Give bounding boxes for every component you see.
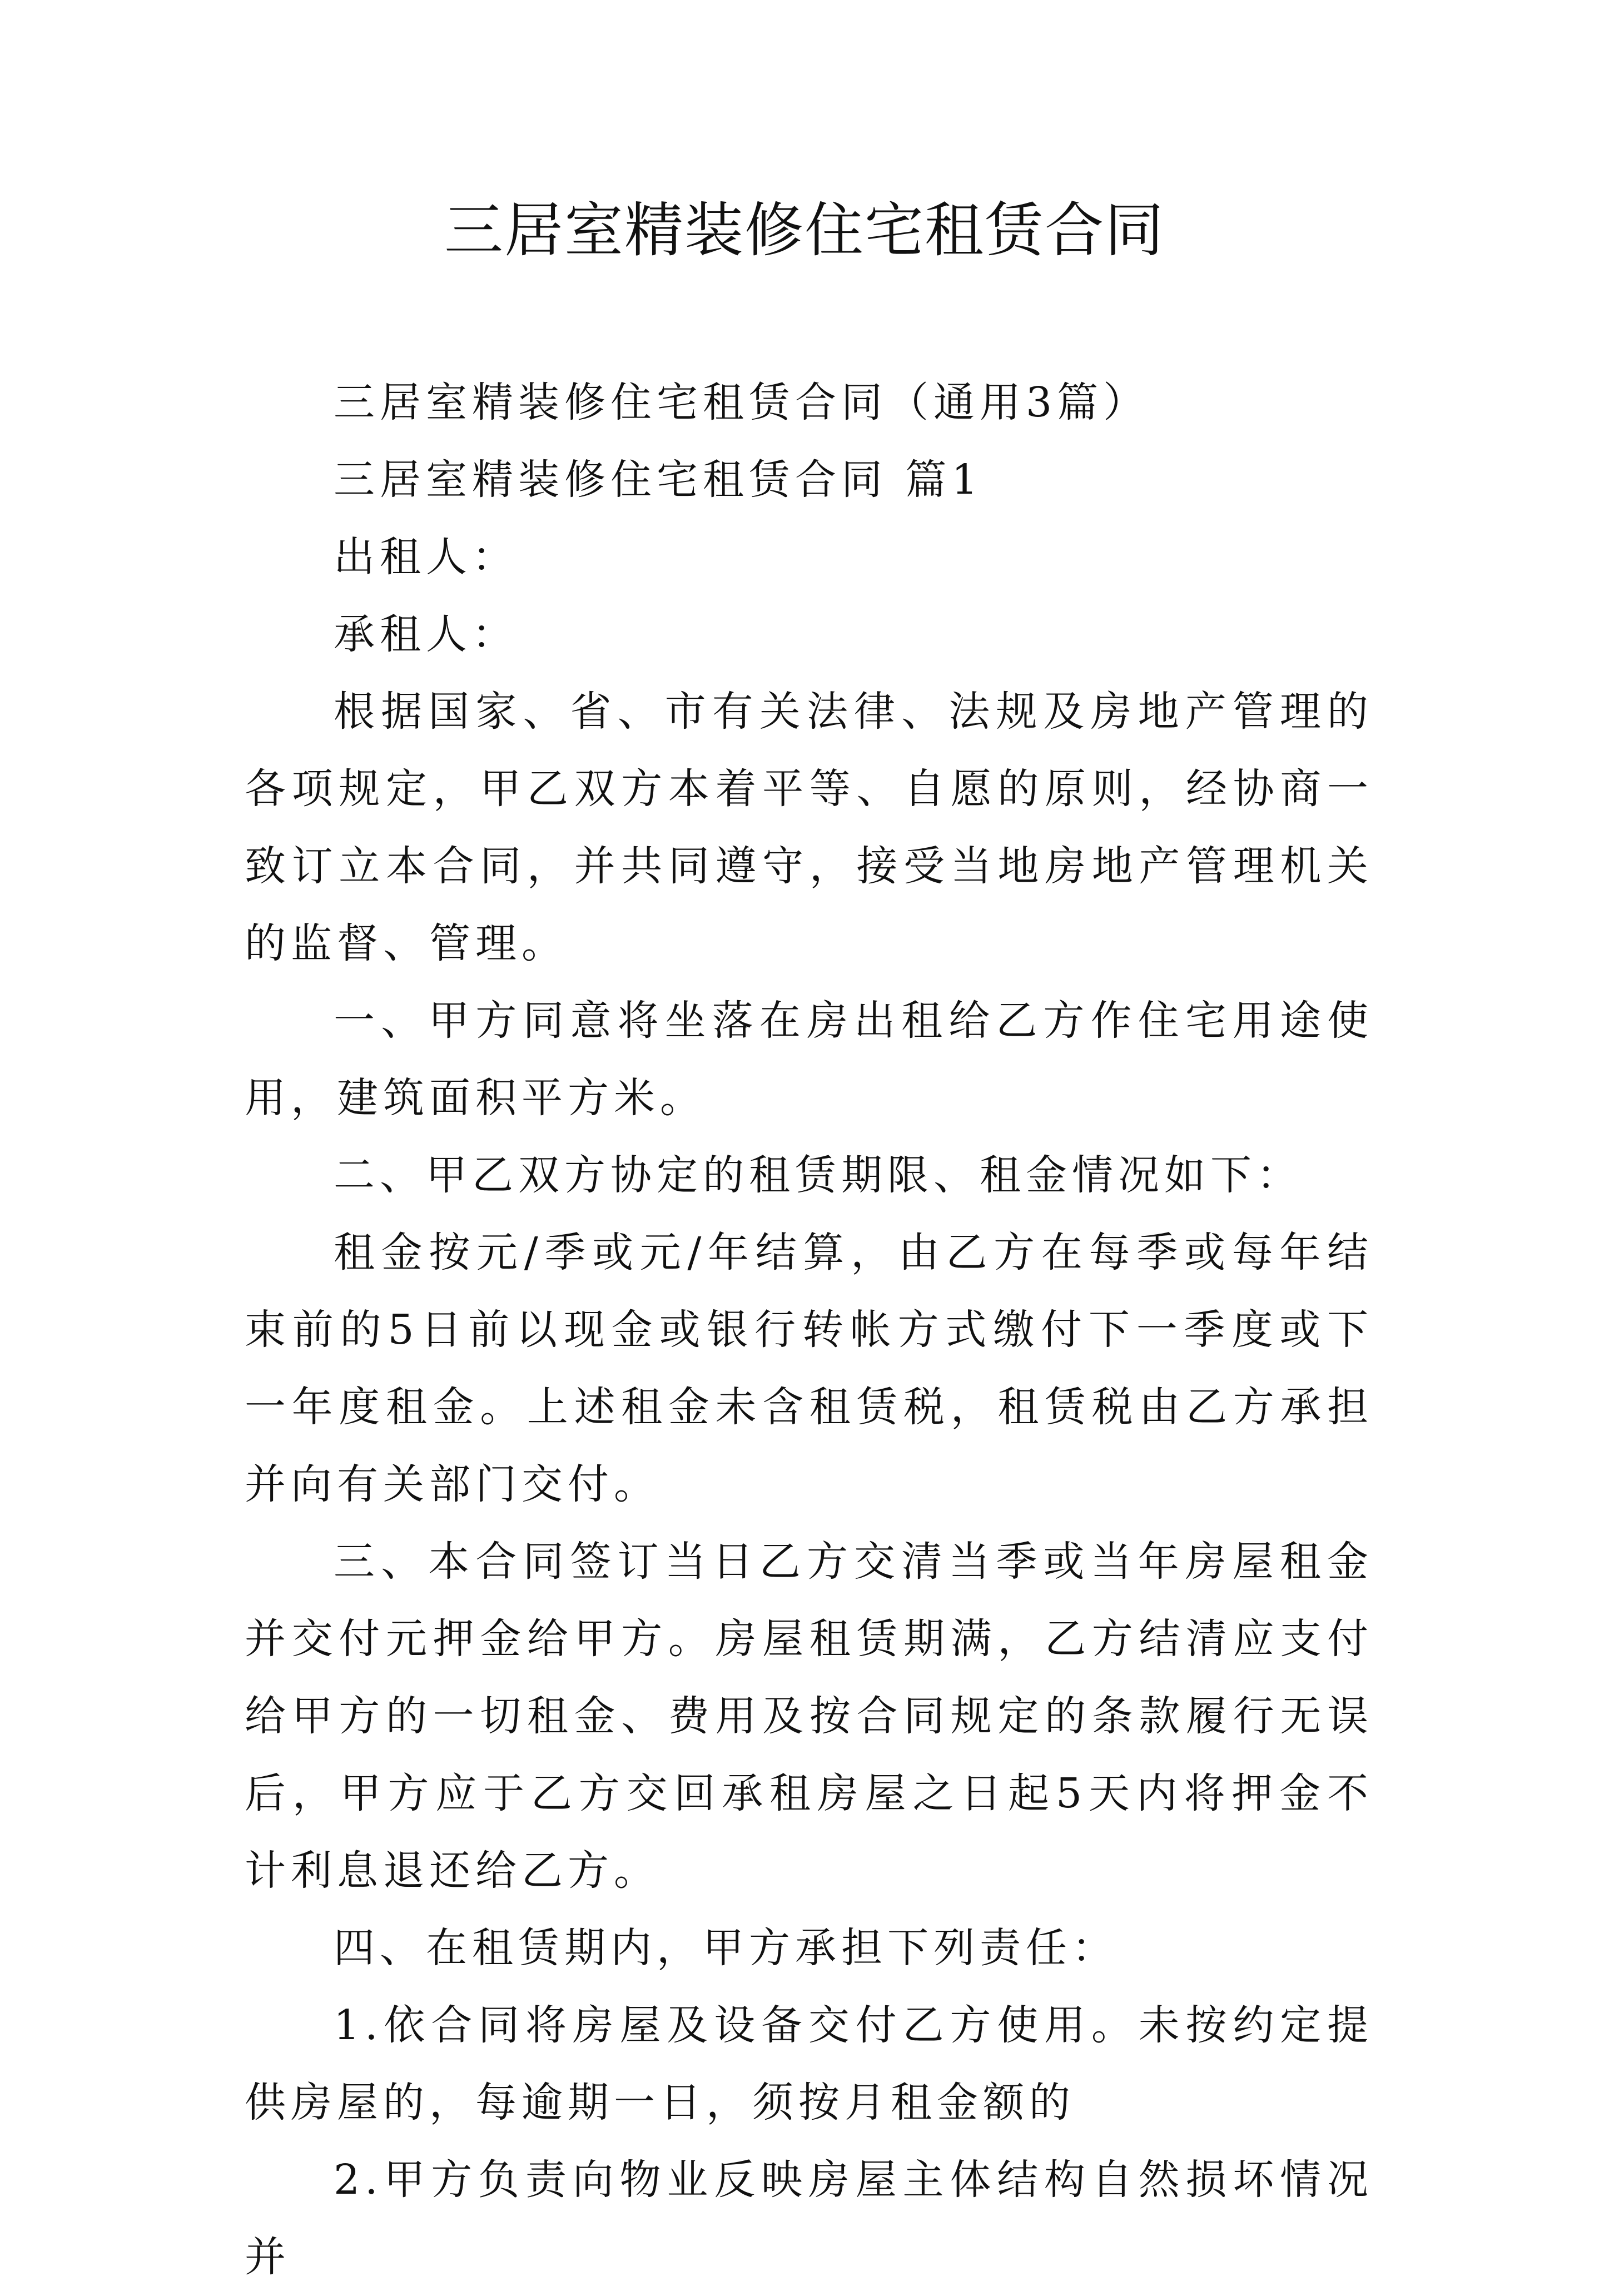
paragraph-preamble: 根据国家、省、市有关法律、法规及房地产管理的各项规定，甲乙双方本着平等、自愿的原则，经协商一致订立本合同，并共同遵守，接受当地房地产管理机关的监督、管理。 bbox=[245, 688, 1373, 967]
paragraph-clause-4: 四、在租赁期内，甲方承担下列责任： bbox=[334, 1924, 1118, 1972]
paragraph-item-2: 2.甲方负责向物业反映房屋主体结构自然损坏情况并 bbox=[245, 2156, 1373, 2281]
paragraph-clause-2: 二、甲乙双方协定的租赁期限、租金情况如下： bbox=[334, 1151, 1303, 1199]
paragraph-clause-3: 三、本合同签订当日乙方交清当季或当年房屋租金并交付元押金给甲方。房屋租赁期满，乙方结清应支付给甲方的一切租金、费用及按合同规定的条款履行无误后，甲方应于乙方交回承租房屋之日起5天内将押金不计利息退还给乙方。 bbox=[245, 1538, 1373, 1895]
paragraph-lessor: 出租人： bbox=[334, 533, 518, 581]
paragraph-section-heading: 三居室精装修住宅租赁合同 篇1 bbox=[334, 456, 983, 504]
paragraph-subtitle: 三居室精装修住宅租赁合同（通用3篇） bbox=[334, 379, 1150, 426]
paragraph-rent-terms: 租金按元/季或元/年结算，由乙方在每季或每年结束前的5日前以现金或银行转帐方式缴付下一季度或下一年度租金。上述租金未含租赁税，租赁税由乙方承担并向有关部门交付。 bbox=[245, 1229, 1373, 1508]
paragraph-item-1: 1.依合同将房屋及设备交付乙方使用。未按约定提供房屋的，每逾期一日，须按月租金额的 bbox=[245, 2001, 1373, 2126]
paragraph-lessee: 承租人： bbox=[334, 610, 518, 658]
document-title: 三居室精装修住宅租赁合同 bbox=[444, 196, 1165, 265]
document-body bbox=[245, 364, 1373, 2296]
paragraph-clause-1: 一、甲方同意将坐落在房出租给乙方作住宅用途使用，建筑面积平方米。 bbox=[245, 997, 1373, 1122]
